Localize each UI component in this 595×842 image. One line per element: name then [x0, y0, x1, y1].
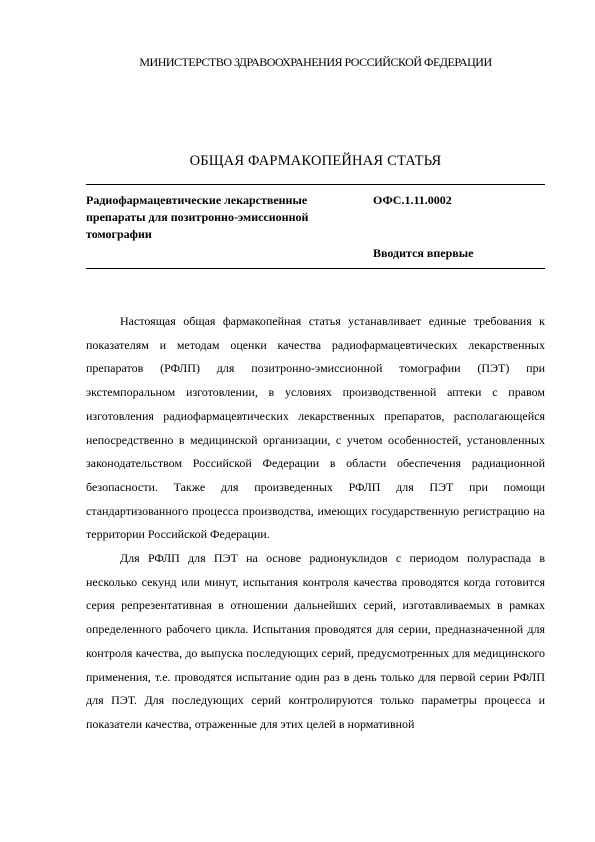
body-text	[86, 310, 545, 737]
monograph-name: Радиофармацевтические лекарственные препараты для позитронно-эмиссионной томографии	[86, 193, 309, 241]
paragraph: Настоящая общая фармакопейная статья устанавливает единые требования к показателям и методам оценки качества радиофармацевтических лекарственных препаратов (РФЛП) для позитронно-эмиссионной томографии (ПЭТ) при экстемпоральном изготовлении, в условиях производственной аптеки с правом изготовления радиофармацевтических лекарственных препаратов, располагающейся непосредственно в медицинской организации, с учетом особенностей, установленных законодательством Российской Федерации в области обеспечения радиационной безопасности. Также для произведенных РФЛП для ПЭТ при помощи стандартизованного процесса производства, имеющих государственную регистрацию на территории Российской Федерации.	[86, 314, 545, 542]
top-divider	[86, 184, 545, 185]
paragraph: Для РФЛП для ПЭТ на основе радионуклидов с периодом полураспада в несколько секунд или минут, испытания контроля качества проводятся когда готовится серия репрезентативная в отношении дальнейших серий, изготавливаемых в рамках определенного рабочего цикла. Испытания проводятся для серии, предназначенной для контроля качества, до выпуска последующих серий, предусмотренных для медицинского применения, т.е. проводятся испытание один раз в день только для первой серии РФЛП для ПЭТ. Для последующих серий контролируются только параметры процесса и показатели качества, отраженные для этих целей в нормативной	[86, 551, 545, 731]
monograph-code: ОФС.1.11.0002	[373, 193, 452, 207]
introduction-status: Вводится впервые	[373, 246, 474, 260]
bottom-divider	[86, 268, 545, 269]
ministry-header: МИНИСТЕРСТВО ЗДРАВООХРАНЕНИЯ РОССИЙСКОЙ ФЕДЕРАЦИИ	[139, 55, 492, 69]
document-type-title: ОБЩАЯ ФАРМАКОПЕЙНАЯ СТАТЬЯ	[189, 153, 442, 169]
